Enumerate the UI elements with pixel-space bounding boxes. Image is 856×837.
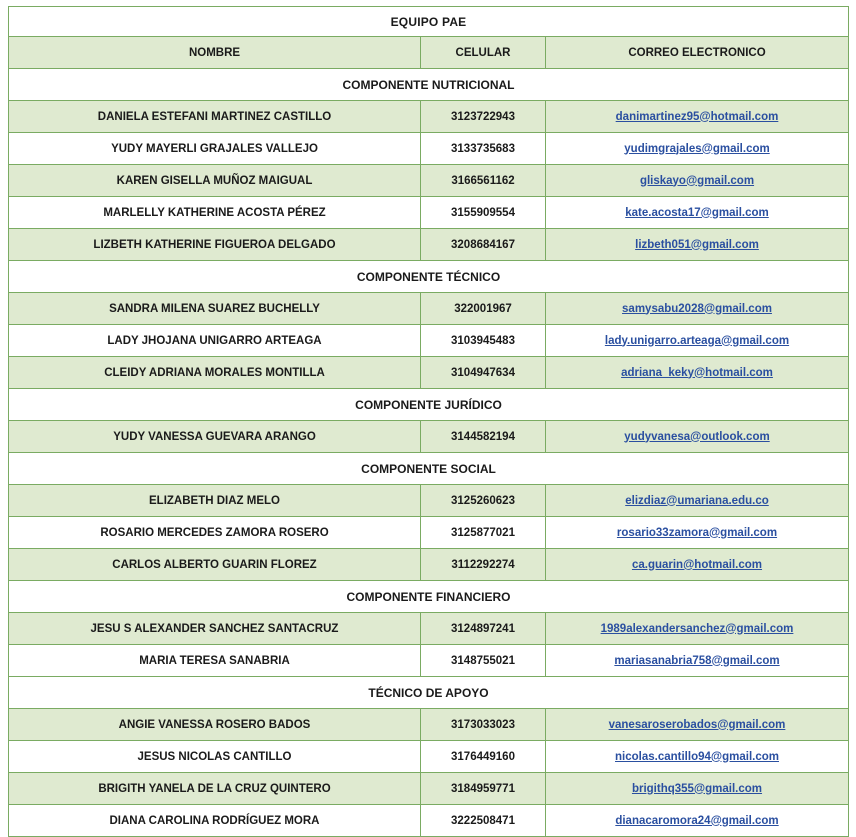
person-name: YUDY MAYERLI GRAJALES VALLEJO bbox=[9, 133, 421, 165]
person-phone: 3173033023 bbox=[421, 709, 546, 741]
table-row bbox=[9, 357, 849, 389]
section-title: COMPONENTE SOCIAL bbox=[9, 453, 849, 485]
section-header-row bbox=[9, 677, 849, 709]
person-email-cell bbox=[546, 197, 849, 229]
table-row bbox=[9, 485, 849, 517]
table-row bbox=[9, 773, 849, 805]
person-email-cell bbox=[546, 165, 849, 197]
email-link[interactable]: danimartinez95@hotmail.com bbox=[615, 110, 779, 123]
person-phone: 3124897241 bbox=[421, 613, 546, 645]
person-name: KAREN GISELLA MUÑOZ MAIGUAL bbox=[9, 165, 421, 197]
email-link[interactable]: brigithq355@gmail.com bbox=[631, 782, 763, 795]
table-row bbox=[9, 645, 849, 677]
person-name: BRIGITH YANELA DE LA CRUZ QUINTERO bbox=[9, 773, 421, 805]
person-phone: 3222508471 bbox=[421, 805, 546, 837]
table-row bbox=[9, 165, 849, 197]
person-phone: 3208684167 bbox=[421, 229, 546, 261]
person-phone: 3184959771 bbox=[421, 773, 546, 805]
person-name: LIZBETH KATHERINE FIGUEROA DELGADO bbox=[9, 229, 421, 261]
email-link[interactable]: nicolas.cantillo94@gmail.com bbox=[615, 750, 779, 763]
person-email-cell bbox=[546, 485, 849, 517]
person-name: MARIA TERESA SANABRIA bbox=[9, 645, 421, 677]
section-header-row bbox=[9, 453, 849, 485]
person-email-cell bbox=[546, 741, 849, 773]
person-email-cell bbox=[546, 549, 849, 581]
person-name: DANIELA ESTEFANI MARTINEZ CASTILLO bbox=[9, 101, 421, 133]
person-email-cell bbox=[546, 357, 849, 389]
person-email-cell bbox=[546, 805, 849, 837]
table-header-row bbox=[9, 37, 849, 69]
section-header-row bbox=[9, 69, 849, 101]
person-phone: 3125877021 bbox=[421, 517, 546, 549]
email-link[interactable]: elizdiaz@umariana.edu.co bbox=[625, 494, 769, 507]
email-link[interactable]: samysabu2028@gmail.com bbox=[622, 302, 772, 315]
person-name: SANDRA MILENA SUAREZ BUCHELLY bbox=[9, 293, 421, 325]
table-row bbox=[9, 325, 849, 357]
person-name: JESUS NICOLAS CANTILLO bbox=[9, 741, 421, 773]
section-title: TÉCNICO DE APOYO bbox=[9, 677, 849, 709]
page-title: EQUIPO PAE bbox=[9, 7, 849, 37]
email-link[interactable]: ca.guarin@hotmail.com bbox=[631, 558, 763, 571]
email-link[interactable]: vanesaroserobados@gmail.com bbox=[608, 718, 786, 731]
person-email-cell bbox=[546, 229, 849, 261]
person-name: JESU S ALEXANDER SANCHEZ SANTACRUZ bbox=[9, 613, 421, 645]
person-email-cell bbox=[546, 645, 849, 677]
table-row bbox=[9, 805, 849, 837]
person-phone: 3176449160 bbox=[421, 741, 546, 773]
person-name: YUDY VANESSA GUEVARA ARANGO bbox=[9, 421, 421, 453]
person-phone: 3125260623 bbox=[421, 485, 546, 517]
person-phone: 3166561162 bbox=[421, 165, 546, 197]
person-email-cell bbox=[546, 325, 849, 357]
email-link[interactable]: yudimgrajales@gmail.com bbox=[624, 142, 770, 155]
person-email-cell bbox=[546, 709, 849, 741]
table-row bbox=[9, 197, 849, 229]
person-name: MARLELLY KATHERINE ACOSTA PÉREZ bbox=[9, 197, 421, 229]
person-name: CARLOS ALBERTO GUARIN FLOREZ bbox=[9, 549, 421, 581]
email-link[interactable]: gliskayo@gmail.com bbox=[639, 174, 755, 187]
person-name: CLEIDY ADRIANA MORALES MONTILLA bbox=[9, 357, 421, 389]
table-row bbox=[9, 517, 849, 549]
person-phone: 3104947634 bbox=[421, 357, 546, 389]
table-title-row bbox=[9, 7, 849, 37]
person-phone: 322001967 bbox=[421, 293, 546, 325]
table-row bbox=[9, 421, 849, 453]
email-link[interactable]: dianacaromora24@gmail.com bbox=[615, 814, 779, 827]
person-name: DIANA CAROLINA RODRÍGUEZ MORA bbox=[9, 805, 421, 837]
person-email-cell bbox=[546, 421, 849, 453]
person-email-cell bbox=[546, 293, 849, 325]
table-row bbox=[9, 741, 849, 773]
person-phone: 3112292274 bbox=[421, 549, 546, 581]
person-phone: 3103945483 bbox=[421, 325, 546, 357]
email-link[interactable]: adriana_keky@hotmail.com bbox=[621, 366, 773, 379]
email-link[interactable]: rosario33zamora@gmail.com bbox=[616, 526, 778, 539]
section-title: COMPONENTE JURÍDICO bbox=[9, 389, 849, 421]
section-title: COMPONENTE FINANCIERO bbox=[9, 581, 849, 613]
email-link[interactable]: mariasanabria758@gmail.com bbox=[614, 654, 780, 667]
person-email-cell bbox=[546, 613, 849, 645]
section-header-row bbox=[9, 581, 849, 613]
person-email-cell bbox=[546, 133, 849, 165]
equipo-pae-table bbox=[8, 6, 849, 837]
table-body bbox=[9, 7, 849, 837]
table-row bbox=[9, 709, 849, 741]
table-row bbox=[9, 293, 849, 325]
column-header: CELULAR bbox=[421, 37, 546, 69]
table-row bbox=[9, 549, 849, 581]
section-title: COMPONENTE NUTRICIONAL bbox=[9, 69, 849, 101]
email-link[interactable]: yudyvanesa@outlook.com bbox=[624, 430, 770, 443]
section-header-row bbox=[9, 261, 849, 293]
person-email-cell bbox=[546, 773, 849, 805]
person-email-cell bbox=[546, 101, 849, 133]
section-header-row bbox=[9, 389, 849, 421]
section-title: COMPONENTE TÉCNICO bbox=[9, 261, 849, 293]
person-phone: 3144582194 bbox=[421, 421, 546, 453]
person-phone: 3148755021 bbox=[421, 645, 546, 677]
table-row bbox=[9, 133, 849, 165]
email-link[interactable]: kate.acosta17@gmail.com bbox=[625, 206, 769, 219]
person-phone: 3133735683 bbox=[421, 133, 546, 165]
person-phone: 3155909554 bbox=[421, 197, 546, 229]
person-name: ANGIE VANESSA ROSERO BADOS bbox=[9, 709, 421, 741]
email-link[interactable]: 1989alexandersanchez@gmail.com bbox=[600, 622, 794, 635]
person-name: LADY JHOJANA UNIGARRO ARTEAGA bbox=[9, 325, 421, 357]
person-phone: 3123722943 bbox=[421, 101, 546, 133]
person-name: ROSARIO MERCEDES ZAMORA ROSERO bbox=[9, 517, 421, 549]
person-name: ELIZABETH DIAZ MELO bbox=[9, 485, 421, 517]
table-row bbox=[9, 101, 849, 133]
column-header: CORREO ELECTRONICO bbox=[546, 37, 849, 69]
table-row bbox=[9, 229, 849, 261]
email-link[interactable]: lizbeth051@gmail.com bbox=[635, 238, 759, 251]
email-link[interactable]: lady.unigarro.arteaga@gmail.com bbox=[604, 334, 790, 347]
table-row bbox=[9, 613, 849, 645]
column-header: NOMBRE bbox=[9, 37, 421, 69]
person-email-cell bbox=[546, 517, 849, 549]
